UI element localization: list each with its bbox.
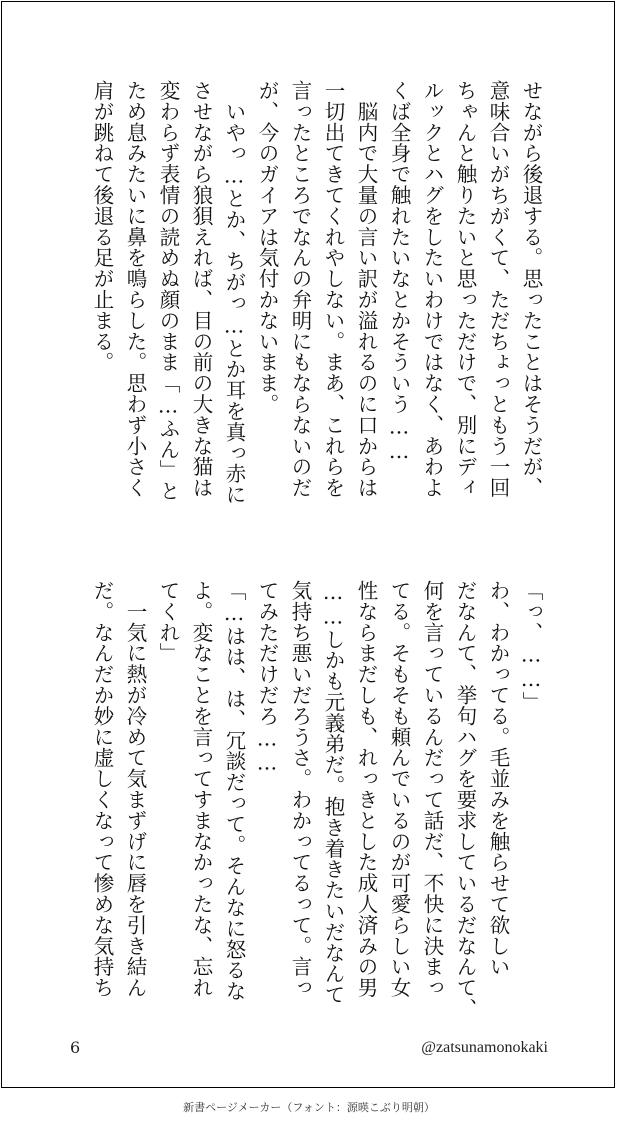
text-column: 性ならまだしも、れっきとした成人済みの男 xyxy=(354,580,378,998)
text-column: だなんて、挙句ハグを要求しているだなんて、 xyxy=(453,580,477,1019)
page-number: 6 xyxy=(70,1038,81,1057)
text-column: 意味合いがちがくて、ただちょっともう一回 xyxy=(486,80,510,498)
text-column: 「っ、……」 xyxy=(519,580,543,713)
text-column: 一気に熱が冷めて気まずげに唇を引き結ん xyxy=(123,580,147,998)
page-frame xyxy=(1,1,615,1088)
text-column: わ、わかってる。毛並みを触らせて欲しい xyxy=(486,580,510,978)
text-column: 言ったところでなんの弁明にもならないのだ xyxy=(288,80,312,498)
text-column: てみただけだろ…… xyxy=(255,580,279,776)
text-column: てくれ」 xyxy=(156,580,180,664)
text-column: せながら後退する。思ったことはそうだが、 xyxy=(519,80,543,498)
text-column: だ。なんだか妙に虚しくなって惨めな気持ち xyxy=(90,580,114,998)
text-column: いやっ…とか、ちがっ…とか耳を真っ赤に xyxy=(222,80,246,505)
text-column: てる。そもそも頼んでいるのが可愛らしい女 xyxy=(387,580,411,998)
text-column: 肩が跳ねて後退る足が止まる。 xyxy=(90,80,114,373)
text-column: ルックとハグをしたいわけではなく、あわよ xyxy=(420,80,444,498)
text-column: よ。変なことを言ってすまなかったな、忘れ xyxy=(189,580,213,998)
text-column: 「…はは、は、冗談だって。そんなに怒るな xyxy=(222,580,246,1002)
text-column: 一切出てきてくれやしない。まあ、これらを xyxy=(321,80,345,498)
text-column: させながら狼狽えれば、目の前の大きな猫は xyxy=(189,80,213,498)
text-column: 変わらず表情の読めぬ顔のまま「…ふん」と xyxy=(156,80,180,502)
author-handle: @zatsunamonokaki xyxy=(421,1039,548,1056)
text-column: 気持ち悪いだろうさ。わかってるって。言っ xyxy=(288,580,312,998)
text-column: が、今のガイアは気付かないまま。 xyxy=(255,80,279,415)
text-column: 何を言っているんだって話だ、不快に決まっ xyxy=(420,580,444,998)
text-column: ため息みたいに鼻を鳴らした。思わず小さく xyxy=(123,80,147,498)
generator-credit: 新書ページメーカー（フォント：源暎こぶり明朝） xyxy=(183,1101,435,1114)
text-column: ちゃんと触りたいと思っただけで、別にディ xyxy=(453,80,477,498)
text-column: ……しかも元義弟だ。抱き着きたいだなんて xyxy=(321,580,345,1005)
text-column: 脳内で大量の言い訳が溢れるのに口からは xyxy=(354,80,378,498)
text-column: くば全身で触れたいなとかそういう…… xyxy=(387,80,411,464)
